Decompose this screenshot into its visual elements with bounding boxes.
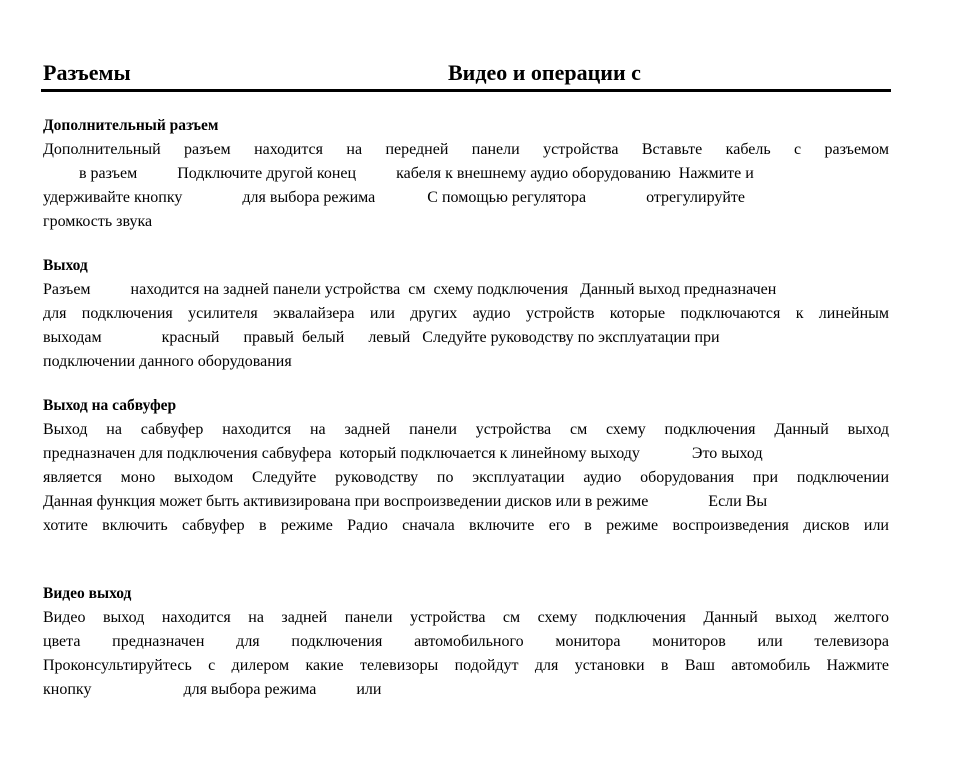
body-line: предназначен для подключения сабвуфера который подключается к линейному выходу Это выход	[43, 445, 763, 462]
body-line: Данная функция может быть активизирована при воспроизведении дисков или в режиме Если Вы	[43, 493, 768, 510]
header-left-title: Разъемы	[43, 60, 131, 85]
body-line: Выход на сабвуфер находится на задней панели устройства см схему подключения Данный выход	[43, 421, 889, 438]
body-line: удерживайте кнопку для выбора режима С помощью регулятора отрегулируйте	[43, 189, 746, 206]
section-heading-aux: Дополнительный разъем	[43, 117, 219, 134]
header-divider	[41, 89, 891, 92]
body-line: Разъем находится на задней панели устройства см схему подключения Данный выход предназначен	[43, 281, 777, 298]
body-line: громкость звука	[43, 213, 153, 230]
body-line: кнопку для выбора режима или	[43, 681, 382, 698]
body-line: цвета предназначен для подключения автомобильного монитора мониторов или телевизора	[43, 633, 889, 650]
section-heading-output: Выход	[43, 257, 88, 274]
section-heading-subwoofer: Выход на сабвуфер	[43, 397, 177, 414]
body-line: Видео выход находится на задней панели устройства см схему подключения Данный выход желтого	[43, 609, 889, 626]
body-line: хотите включить сабвуфер в режиме Радио сначала включите его в режиме воспроизведения дисков или	[43, 517, 889, 534]
body-line: Проконсультируйтесь с дилером какие телевизоры подойдут для установки в Ваш автомобиль Нажмите	[43, 657, 889, 674]
body-line: для подключения усилителя эквалайзера или других аудио устройств которые подключаются к линейным	[43, 305, 889, 322]
body-line: в разъем Подключите другой конец кабеля к внешнему аудио оборудованию Нажмите и	[43, 165, 754, 182]
body-line: Дополнительный разъем находится на передней панели устройства Вставьте кабель с разъемом	[43, 141, 889, 158]
body-line: является моно выходом Следуйте руководству по эксплуатации аудио оборудования при подключении	[43, 469, 889, 486]
body-line: выходам красный правый белый левый Следуйте руководству по эксплуатации при	[43, 329, 720, 346]
page-header	[43, 60, 890, 90]
body-line: подключении данного оборудования	[43, 353, 292, 370]
header-right-title: Видео и операции с	[448, 60, 641, 85]
section-heading-video-output: Видео выход	[43, 585, 132, 602]
